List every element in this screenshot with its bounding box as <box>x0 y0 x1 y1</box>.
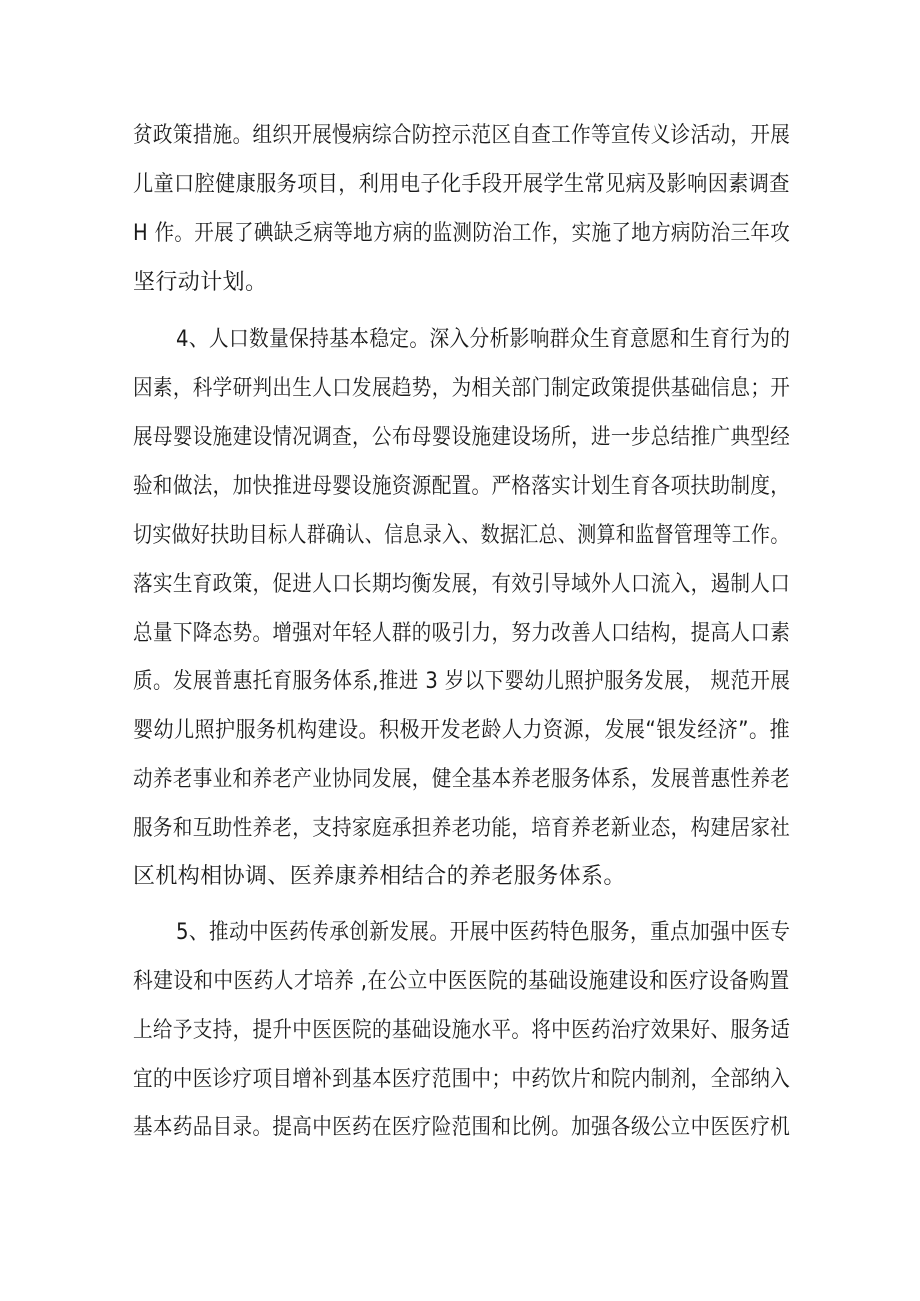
paragraph-3-line-4: 宜的中医诊疗项目增补到基本医疗范围中；中药饮片和院内制剂，全部纳入 <box>133 1067 791 1092</box>
paragraph-3-line-3: 上给予支持，提升中医医院的基础设施水平。将中医药治疗效果好、服务适 <box>133 1018 791 1043</box>
paragraph-2-line-3: 展母婴设施建设情况调查，公布母婴设施建设场所，进一步总结推广典型经 <box>133 425 791 450</box>
paragraph-2-line-11: 服务和互助性养老，支持家庭承担养老功能，培育养老新业态，构建居家社 <box>133 816 791 841</box>
paragraph-2-line-4: 验和做法，加快推进母婴设施资源配置。严格落实计划生育各项扶助制度， <box>133 474 791 499</box>
paragraph-2-line-8: 质。发展普惠托育服务体系,推进 3 岁以下婴幼儿照护服务发展， 规范开展 <box>133 669 791 694</box>
paragraph-2-line-1: 4、人口数量保持基本稳定。深入分析影响群众生育意愿和生育行为的 <box>176 327 791 352</box>
paragraph-3-line-5: 基本药品目录。提高中医药在医疗险范围和比例。加强各级公立中医医疗机 <box>133 1115 791 1140</box>
paragraph-2-line-2: 因素，科学研判出生人口发展趋势，为相关部门制定政策提供基础信息；开 <box>133 376 791 401</box>
paragraph-1-line-3: H 作。开展了碘缺乏病等地方病的监测防治工作，实施了地方病防治三年攻 <box>133 221 791 246</box>
paragraph-1-line-4: 坚行动计划。 <box>133 270 268 295</box>
paragraph-3-line-2: 科建设和中医药人才培养 ,在公立中医医院的基础设施建设和医疗设备购置 <box>133 969 790 994</box>
paragraph-2-line-5: 切实做好扶助目标人群确认、信息录入、数据汇总、测算和监督管理等工作。 <box>133 523 790 548</box>
paragraph-2-line-7: 总量下降态势。增强对年轻人群的吸引力，努力改善人口结构，提高人口素 <box>133 621 791 646</box>
paragraph-2-line-9: 婴幼儿照护服务机构建设。积极开发老龄人力资源，发展“银发经济”。推 <box>133 718 790 743</box>
paragraph-1-line-1: 贫政策措施。组织开展慢病综合防控示范区自查工作等宣传义诊活动，开展 <box>133 123 791 148</box>
paragraph-3-line-1: 5、推动中医药传承创新发展。开展中医药特色服务，重点加强中医专 <box>176 920 791 945</box>
paragraph-2-line-12: 区机构相协调、医养康养相结合的养老服务体系。 <box>133 864 626 889</box>
paragraph-2-line-10: 动养老事业和养老产业协同发展，健全基本养老服务体系，发展普惠性养老 <box>133 767 791 792</box>
paragraph-1-line-2: 儿童口腔健康服务项目，利用电子化手段开展学生常见病及影响因素调查 <box>133 172 790 197</box>
paragraph-2-line-6: 落实生育政策，促进人口长期均衡发展，有效引导域外人口流入，遏制人口 <box>133 572 791 597</box>
